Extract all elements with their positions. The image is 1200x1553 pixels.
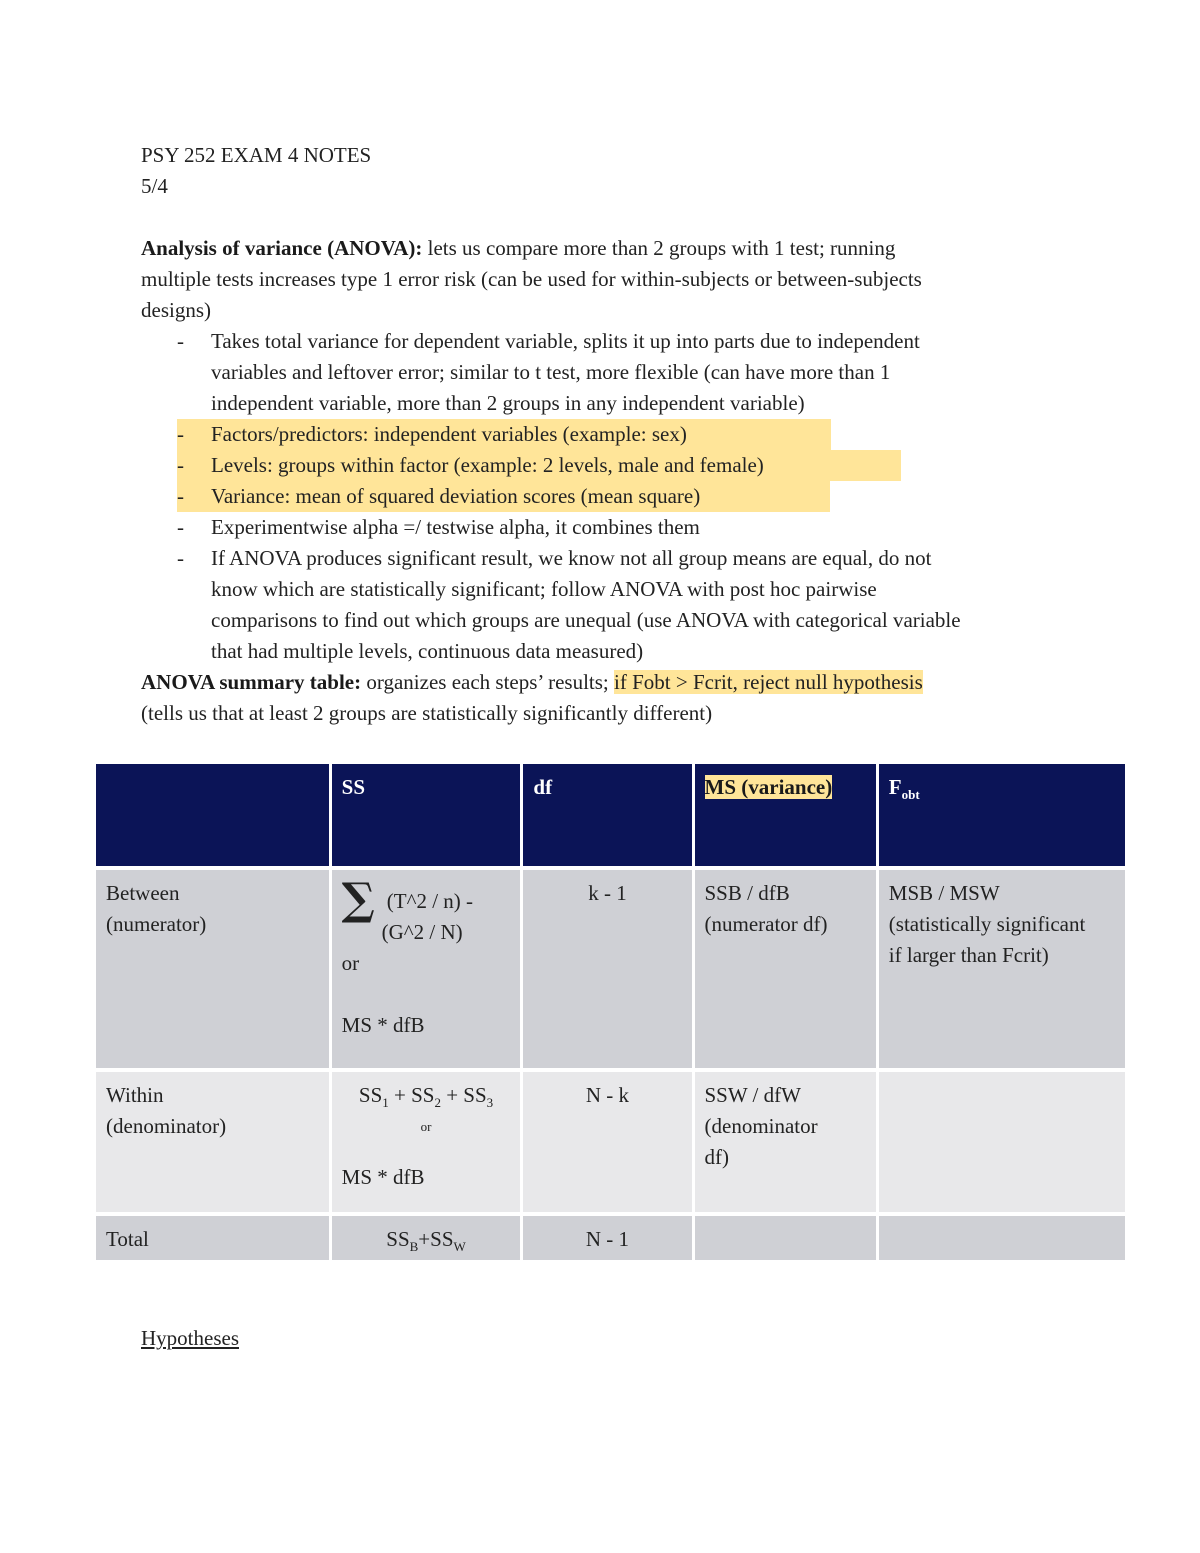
reject-null-highlight: if Fobt > Fcrit, reject null hypothesis (614, 670, 923, 694)
total-f-empty (879, 1216, 1125, 1260)
bullet-variance: - Variance: mean of squared deviation scores (mean square) (177, 481, 830, 512)
header-f: $F_{obt}$ (879, 764, 1125, 866)
bullet-experimentwise-alpha: - Experimentwise alpha =/ testwise alpha, it combines them (177, 515, 700, 539)
within-df: N - k (523, 1072, 691, 1212)
anova-definition (141, 233, 1061, 326)
table-row-within (96, 1072, 1125, 1212)
anova-term: Analysis of variance (ANOVA): (141, 236, 423, 260)
bullet-significant-result: - If ANOVA produces significant result, we know not all group means are equal, do not know which are statistically significant; follow ANOVA with post hoc pairwise comparisons to find out which groups are unequal (use ANOVA with categorical variable that had multiple levels, continuous data measured) (177, 546, 961, 663)
anova-text-line1: lets us compare more than 2 groups with 1 test; running (422, 236, 896, 260)
total-ss: $SS_B+SS_W$ (332, 1216, 521, 1260)
anova-text-line2: multiple tests increases type 1 error risk (can be used for within-subjects or between-subjects (141, 267, 922, 291)
header-empty-cell (96, 764, 329, 866)
table-row-total (96, 1216, 1125, 1260)
total-ms-empty (695, 1216, 876, 1260)
table-header-row (96, 764, 1125, 866)
bullet-levels: - Levels: groups within factor (example: 2 levels, male and female) (177, 450, 901, 481)
hypotheses-heading: Hypotheses (141, 1326, 239, 1350)
document-date: 5/4 (141, 174, 168, 198)
document-title: PSY 252 EXAM 4 NOTES (141, 143, 372, 167)
header-ms: MS (variance) (695, 764, 876, 866)
table-row-between (96, 870, 1125, 1068)
anova-summary-table (93, 764, 1128, 1260)
total-df: N - 1 (523, 1216, 691, 1260)
between-ms: SSB / dfB (numerator df) (695, 870, 876, 1068)
header-df: df (523, 764, 691, 866)
sigma-icon: ∑ (341, 874, 375, 925)
between-f: MSB / MSW (statistically significant if larger than Fcrit) (879, 870, 1125, 1068)
notes-body (141, 140, 1061, 729)
within-ms: SSW / dfW (denominator df) (695, 1072, 876, 1212)
between-df: k - 1 (523, 870, 691, 1068)
within-ss: $SS_1 + SS_2 + SS_3$ or MS * dfB (332, 1072, 521, 1212)
header-ss: SS (332, 764, 521, 866)
bullet-factors: - Factors/predictors: independent variables (example: sex) (177, 419, 831, 450)
within-label: Within (denominator) (96, 1072, 329, 1212)
within-f-empty (879, 1072, 1125, 1212)
summary-table-note: ANOVA summary table: organizes each steps’ results; if Fobt > Fcrit, reject null hypothesis (tells us that at least 2 groups are statistically significantly different) (141, 670, 923, 725)
anova-text-line3: designs) (141, 298, 211, 322)
summary-table-term: ANOVA summary table: (141, 670, 362, 694)
between-label: Between (numerator) (96, 870, 329, 1068)
bullet-total-variance: - Takes total variance for dependent variable, splits it up into parts due to independent variables and leftover error; similar to t test, more flexible (can have more than 1 independent variable, more than 2 groups in any independent variable) (177, 329, 920, 415)
between-ss: ∑ (T^2 / n) - (G^2 / N) or MS * dfB (332, 870, 521, 1068)
total-label: Total (96, 1216, 329, 1260)
